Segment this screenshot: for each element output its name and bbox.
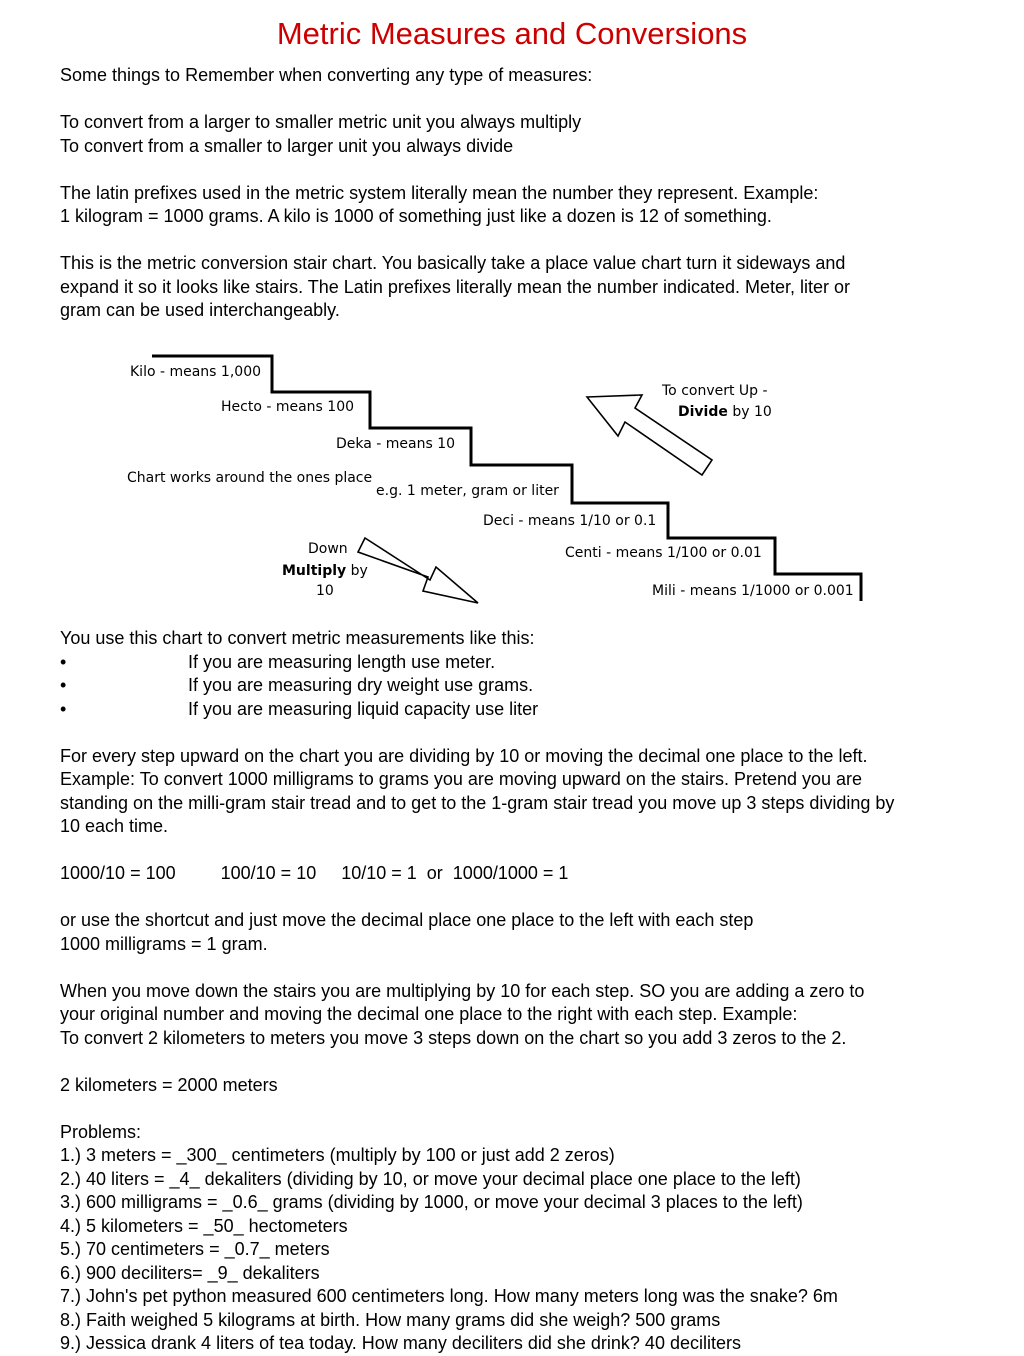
multiply-word: Multiply — [282, 563, 347, 579]
problem-item: 3.) 600 milligrams = _0.6_ grams (dividing by 1000, or move your decimal 3 places to the left) — [60, 1192, 803, 1212]
problem-item: 5.) 70 centimeters = _0.7_ meters — [60, 1239, 330, 1259]
body-section — [60, 627, 980, 1356]
down-arrow-icon — [358, 538, 478, 603]
step-ones-example: e.g. 1 meter, gram or liter — [376, 483, 559, 499]
bullet-icon: • — [60, 698, 67, 719]
problem-item: 4.) 5 kilometers = _50_ hectometers — [60, 1215, 348, 1236]
usage-intro: You use this chart to convert metric measurements like this: — [60, 628, 535, 648]
list-item — [60, 651, 980, 675]
problem-item: 9.) Jessica drank 4 liters of tea today. How many deciliters did she drink? 40 deciliters — [60, 1333, 741, 1353]
step-mili: Mili - means 1/1000 or 0.001 — [652, 583, 854, 599]
bullet-text: If you are measuring length use meter. — [188, 651, 496, 672]
stair-intro-line: This is the metric conversion stair chart. You basically take a place value chart turn it sideways and — [60, 253, 846, 273]
problems-heading: Problems: — [60, 1121, 142, 1142]
up-label-rest: by 10 — [727, 404, 772, 420]
upward-line: standing on the milli-gram stair tread and to get to the 1-gram stair tread you move up 3 steps dividing by — [60, 792, 895, 813]
step-hecto: Hecto - means 100 — [221, 399, 355, 415]
prefix-line: The latin prefixes used in the metric system literally mean the number they represent. Example: — [60, 182, 819, 203]
prefix-line: 1 kilogram = 1000 grams. A kilo is 1000 of something just like a dozen is 12 of something. — [60, 206, 772, 226]
stair-intro-line: expand it so it looks like stairs. The Latin prefixes literally mean the number indicated. Meter, liter or — [60, 276, 851, 297]
bullet-text: If you are measuring liquid capacity use liter — [188, 698, 539, 719]
down-label-line1: Down — [308, 541, 348, 557]
problem-item: 2.) 40 liters = _4_ dekaliters (dividing by 10, or move your decimal place one place to the left) — [60, 1168, 801, 1189]
result-line: 2 kilometers = 2000 meters — [60, 1074, 278, 1095]
downward-line: your original number and moving the decimal one place to the right with each step. Example: — [60, 1004, 798, 1024]
rule-multiply: To convert from a larger to smaller metric unit you always multiply — [60, 112, 582, 132]
downward-line: To convert 2 kilometers to meters you move 3 steps down on the chart so you add 3 zeros to the 2. — [60, 1027, 847, 1048]
step-kilo: Kilo - means 1,000 — [130, 364, 262, 380]
problem-item: 8.) Faith weighed 5 kilograms at birth. How many grams did she weigh? 500 grams — [60, 1309, 721, 1330]
intro-text: Some things to Remember when converting any type of measures: — [60, 65, 593, 85]
list-item — [60, 674, 980, 698]
step-deka: Deka - means 10 — [336, 436, 456, 452]
bullet-text: If you are measuring dry weight use grams. — [188, 675, 534, 695]
problem-item: 7.) John's pet python measured 600 centimeters long. How many meters long was the snake? 6m — [60, 1286, 838, 1306]
metric-stair-chart — [120, 345, 880, 610]
step-deci: Deci - means 1/10 or 0.1 — [483, 513, 657, 529]
rule-divide: To convert from a smaller to larger unit you always divide — [60, 135, 514, 156]
shortcut-line: 1000 milligrams = 1 gram. — [60, 933, 268, 954]
problem-item: 1.) 3 meters = _300_ centimeters (multiply by 100 or just add 2 zeros) — [60, 1145, 615, 1165]
downward-line: When you move down the stairs you are multiplying by 10 for each step. SO you are adding a zero to — [60, 980, 865, 1001]
down-label-rest: by — [346, 563, 368, 579]
equation-line: 1000/10 = 100 100/10 = 10 10/10 = 1 or 1000/1000 = 1 — [60, 863, 569, 883]
down-label-line3: 10 — [316, 583, 334, 599]
step-centi: Centi - means 1/100 or 0.01 — [565, 545, 762, 561]
page-title: Metric Measures and Conversions — [276, 16, 748, 51]
divide-word: Divide — [678, 404, 728, 420]
problem-item: 6.) 900 deciliters= _9_ dekaliters — [60, 1262, 320, 1283]
upward-line: Example: To convert 1000 milligrams to grams you are moving upward on the stairs. Pretend you are — [60, 769, 863, 789]
down-label-line2 — [282, 563, 368, 579]
stair-intro-line: gram can be used interchangeably. — [60, 300, 340, 320]
list-item — [60, 698, 980, 722]
shortcut-line: or use the shortcut and just move the decimal place one place to the left with each step — [60, 910, 754, 930]
up-label-line2 — [678, 404, 772, 420]
bullet-icon: • — [60, 651, 67, 672]
bullet-icon: • — [60, 675, 67, 695]
intro-section — [60, 64, 980, 323]
up-label-line1: To convert Up - — [662, 383, 768, 399]
step-ones-note: Chart works around the ones place — [127, 470, 373, 486]
upward-line: 10 each time. — [60, 816, 169, 836]
upward-line: For every step upward on the chart you are dividing by 10 or moving the decimal one place to the left. — [60, 745, 868, 766]
